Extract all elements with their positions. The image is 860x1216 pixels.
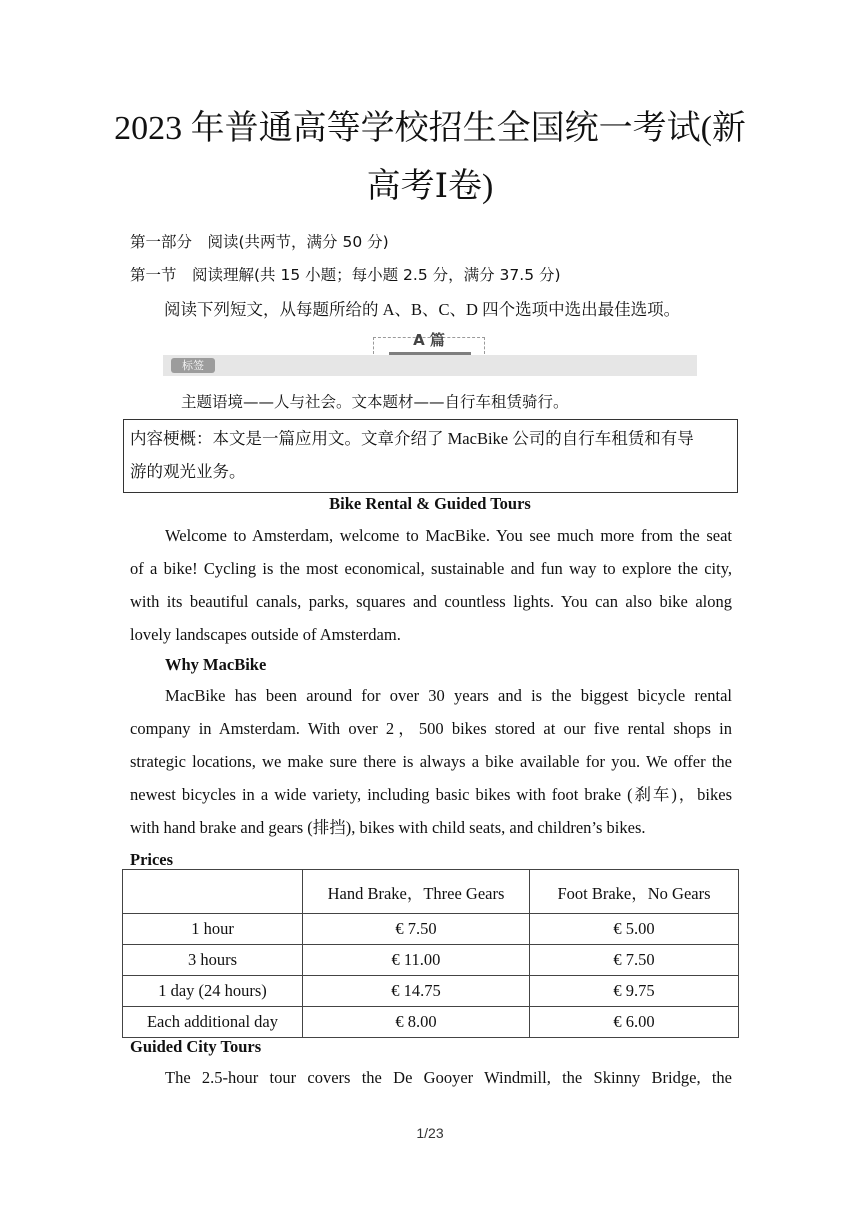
table-cell: 3 hours [123, 945, 303, 976]
passage-heading: Bike Rental & Guided Tours [329, 494, 531, 513]
paragraph-2-line: newest bicycles in a wide variety, including basic bikes with foot brake (刹车)，bikes [130, 785, 732, 804]
exam-title-line-1: 2023 年普通高等学校招生全国统一考试(新 [114, 110, 746, 147]
table-header-row [123, 870, 739, 914]
table-cell: € 8.00 [303, 1007, 530, 1038]
table-cell: € 5.00 [530, 914, 739, 945]
table-cell: Each additional day [123, 1007, 303, 1038]
theme-text: 主题语境——人与社会。文本题材——自行车租赁骑行。 [181, 393, 569, 411]
table-cell: € 6.00 [530, 1007, 739, 1038]
table-cell: 1 day (24 hours) [123, 976, 303, 1007]
paragraph-3-line: The 2.5-hour tour covers the De Gooyer Windmill, the Skinny Bridge, the [165, 1068, 732, 1087]
tag-badge: 标签 [171, 358, 215, 373]
tours-heading: Guided City Tours [130, 1037, 262, 1056]
table-cell: € 7.50 [530, 945, 739, 976]
table-header-cell: Hand Brake，Three Gears [303, 870, 530, 914]
prices-heading: Prices [130, 850, 174, 869]
summary-line-1: 内容梗概：本文是一篇应用文。文章介绍了 MacBike 公司的自行车租赁和有导 [130, 429, 694, 448]
part-heading: 第一部分 阅读(共两节，满分 50 分) [130, 233, 389, 251]
table-row [123, 1007, 739, 1038]
table-row [123, 976, 739, 1007]
why-heading: Why MacBike [165, 655, 267, 674]
paragraph-3 [130, 1061, 732, 1094]
paragraph-1 [130, 519, 732, 651]
section-heading: 第一节 阅读理解(共 15 小题；每小题 2.5 分，满分 37.5 分) [130, 266, 561, 284]
paragraph-2-line: strategic locations, we make sure there is always a bike available for you. We offer the [130, 752, 732, 771]
instruction-text: 阅读下列短文，从每题所给的 A、B、C、D 四个选项中选出最佳选项。 [164, 300, 681, 319]
paragraph-1-line: with its beautiful canals, parks, squares and countless lights. You can also bike along [130, 592, 732, 611]
table-header-cell: Foot Brake，No Gears [530, 870, 739, 914]
table-row [123, 945, 739, 976]
table-cell: € 14.75 [303, 976, 530, 1007]
paragraph-2-line: company in Amsterdam. With over 2，500 bikes stored at our five rental shops in [130, 719, 732, 738]
paragraph-1-line: of a bike! Cycling is the most economical, sustainable and fun way to explore the city, [130, 559, 732, 578]
table-cell: 1 hour [123, 914, 303, 945]
table-cell: € 9.75 [530, 976, 739, 1007]
summary-line-2: 游的观光业务。 [130, 462, 246, 481]
page-number: 1/23 [416, 1125, 444, 1141]
tag-band [163, 355, 697, 376]
table-cell: € 11.00 [303, 945, 530, 976]
prices-table [122, 869, 739, 1038]
passage-label: A 篇 [413, 331, 445, 349]
paragraph-2 [130, 679, 732, 844]
paragraph-2-line: with hand brake and gears (排挡), bikes with child seats, and children’s bikes. [130, 818, 646, 837]
table-cell: € 7.50 [303, 914, 530, 945]
exam-title-line-2: 高考Ⅰ卷) [366, 168, 494, 205]
paragraph-1-line: lovely landscapes outside of Amsterdam. [130, 625, 401, 644]
table-row [123, 914, 739, 945]
table-header-cell [123, 870, 303, 914]
paragraph-1-line: Welcome to Amsterdam, welcome to MacBike. You see much more from the seat [165, 526, 732, 545]
paragraph-2-line: MacBike has been around for over 30 years and is the biggest bicycle rental [165, 686, 732, 705]
